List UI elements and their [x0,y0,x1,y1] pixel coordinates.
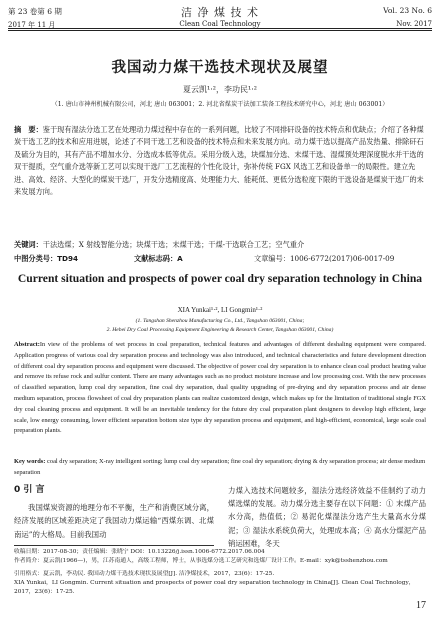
affiliation-cn: （1. 唐山市神州机械有限公司，河北 唐山 063001；2. 河北省煤炭干法加工装备工程技术研究中心，河北 唐山 063001） [51,101,389,108]
footnote-author: 作者简介：夏云凯(1966—)，男，江苏南通人，高级工程师，博士，从事选煤分选工艺研究和选煤厂设计工作。E-mail：xyk@tsshenzhou.com [14,558,388,564]
journal-name-en: Clean Coal Technology [179,20,261,28]
keywords-cn-label: 关键词： [14,240,43,249]
abstract-cn-label: 摘 要： [14,125,43,134]
body-column-left [14,484,214,541]
article-title-cn: 我国动力煤干选技术现状及展望 [111,60,329,76]
affiliation-en-2: 2. Hebei Dry Coal Processing Equipment Engineering & Research Center, Tangshan 063001, China) [106,327,334,333]
citation-cn: 引用格式：夏云凯，李功民. 我国动力煤干选技术现状及展望[J]. 洁净煤技术，2017，23(6)：17-25. [14,571,275,577]
keywords-en [14,457,426,479]
intro-paragraph-left: 我国煤炭资源的地理分布不平衡，生产和消费区域分离，经济发展的区域差距决定了我国动力煤运输“西煤东调、北煤南运”的大格局。目前我国动 [14,503,214,539]
abstract-cn [14,124,426,198]
abstract-en-label: Abstract: [14,341,40,348]
journal-name-cn: 洁 净 煤 技 术 [181,6,259,19]
document-code: 文献标志码：A [134,254,183,263]
citation-block [14,570,426,597]
footnote-rule [14,545,214,546]
page-number: 17 [416,600,426,611]
issue-date-cn: 2017 年 11 月 [8,21,56,29]
abstract-cn-text: 鉴于现有湿法分选工艺在处理动力煤过程中存在的一系列问题，比较了不同排矸设备的技术特点和优缺点；介绍了各种煤炭干选工艺的技术和应用进展，论述了不同干选工艺和设备的技术特点和未来发展方向。动力煤干选以提高产品发热量、排除矸石及硫分为目的，其有产品不增加水分、分选成本低等优点。采用分级入选，块煤加分选、末煤干选、湿煤预处理深度脱水并干选的双干提质，空气重介选等新工艺可以实现干选厂工艺流程的个性化设计，弥补传统 FGX 风选工艺和设备单一的局限性。建立先进、高效、经济、大型化的煤炭干选厂，开发分选精度高、处理能力大、能耗低、更低分选粒度下限的干选设备是煤炭干选厂的未来发展方向。 [14,125,424,197]
abstract-en [14,340,426,437]
keywords-cn-text: 干法选煤；X 射线智能分选；块煤干选；末煤干选；干煤-干选联合工艺；空气重介 [42,240,305,249]
header-rule-thin [8,30,432,31]
keywords-en-text: coal dry separation; X-ray intelligent sorting; lump coal dry separation; fine coal dry separation; drying & dry separation process; air dense medium separation [14,458,426,476]
classification-meta [14,254,426,266]
clc-number: 中图分类号：TD94 [14,254,78,263]
header-rule [8,28,432,29]
volume-issue: 第 23 卷第 6 期 [8,7,62,16]
affiliation-en-1: (1. Tangshan Shenzhou Manufacturing Co., Ltd., Tangshan 063001, China; [135,318,305,324]
volume-issue-en: Vol. 23 No. 6 [383,6,432,15]
issue-date-en: Nov. 2017 [396,20,432,28]
intro-paragraph-right: 力煤入选技术问题较多，湿法分选经济效益不佳制约了动力煤选煤的发展。动力煤分选主要存在以下问题：① 末煤产品水分高，热值低；② 易泥化煤湿法分选产生大量高水分煤泥；③ 湿法水系统负荷大，处理成本高；④ 高水分煤泥产品销运困难，冬天 [228,486,426,548]
authors-en: XIA Yunkai¹·², LI Gongmin¹·² [177,306,263,314]
authors-cn: 夏云凯¹·²，李功民¹·² [183,85,257,94]
running-header [8,6,432,36]
citation-en: XIA Yunkai，LI Gongmin. Current situation and prospects of power coal dry separation technology in China[J]. Clean Coal Technology，2017，23(6)：17-25. [14,580,415,595]
keywords-en-label: Key words: [14,458,46,465]
footnote-received: 收稿日期：2017-08-30；责任编辑：张晓宁 DOI：10.13226/j.issn.1006-6772.2017.06.004 [14,549,265,555]
body-column-right [228,484,426,550]
article-title-en: Current situation and prospects of power coal dry separation technology in China [17,272,423,285]
article-number: 文章编号：1006-6772(2017)06-0017-09 [254,254,395,263]
keywords-cn [14,239,426,251]
section-heading-intro: 0 引 言 [14,485,45,495]
abstract-en-text: In view of the problems of wet process in coal preparation, technical features and advantages of different deshaling equipment were compared. Application progress of various coal dry separation process and technology was also introduced, and technical characteristics and future development direction of different coal dry separation process and equipment were discussed. The objective of power coal dry separation is to enhance clean coal product heating value and remove its refuse rock and sulfur content. There are many advantages such as no product moisture increase and low processing cost. With the new processes of classified separation, lump coal dry separation, fine coal dry separation, dual quality upgrading of pre-drying and dry separation process and air dense medium separation, process flowsheet of coal dry preparation plants can realize customized design, which makes up for the limitation of traditional single FGX dry coal cleaning process and equipment. It will be an inevitable tendency for the future dry coal preparation plant designers to develop high efficient, large scale, low energy consuming, lower efficient separation bottom size type dry separation process and equipment, and high-efficient, economical, large scale coal preparation plants. [14,341,426,435]
